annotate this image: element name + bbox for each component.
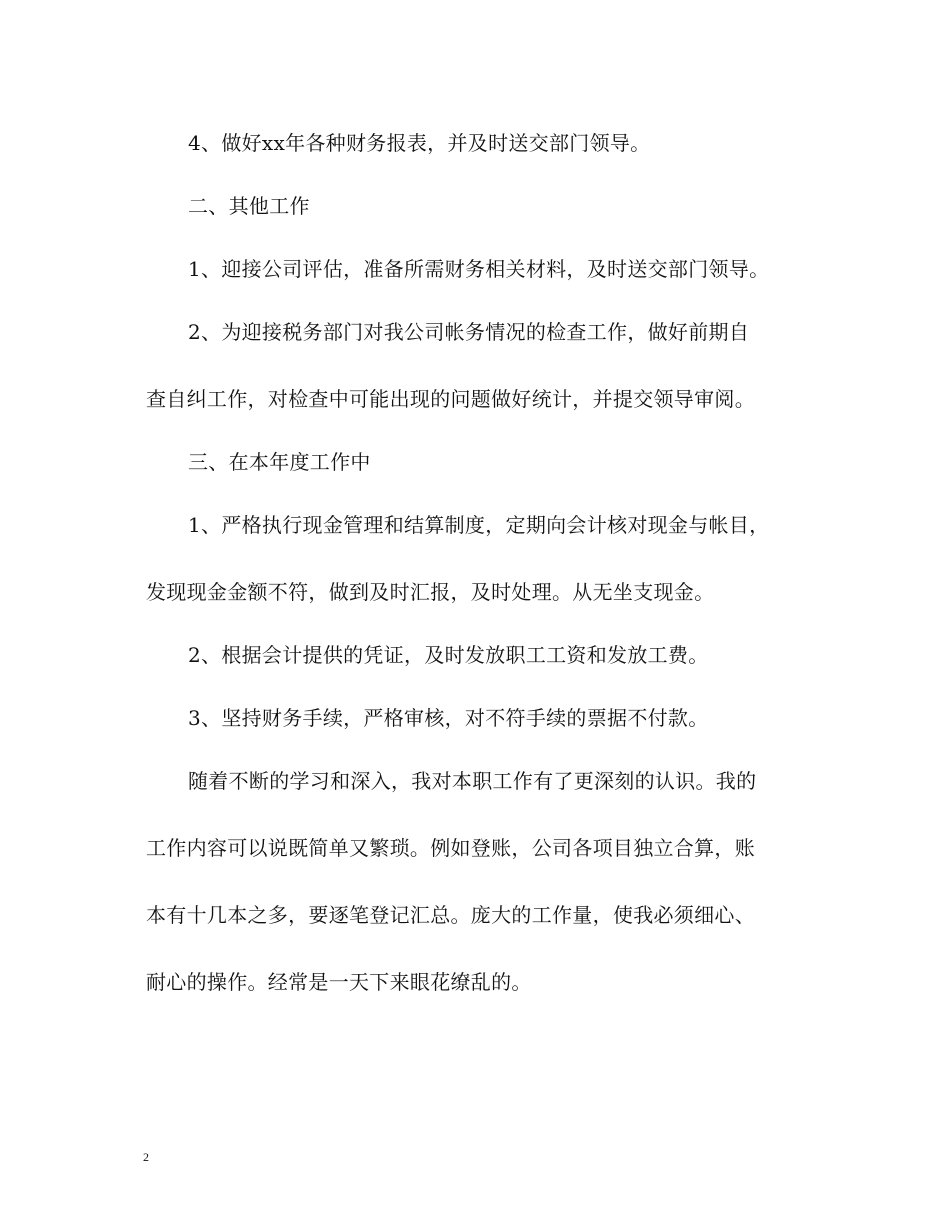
text-line-12: 工作内容可以说既简单又繁琐。例如登账，公司各项目独立合算，账: [146, 836, 755, 860]
text-line-1: 4、做好xx年各种财务报表，并及时送交部门领导。: [188, 131, 651, 155]
text-line-4: 2、为迎接税务部门对我公司帐务情况的检查工作，做好前期自: [188, 320, 750, 344]
text-line-10: 3、坚持财务手续，严格审核，对不符手续的票据不付款。: [188, 706, 709, 730]
text-line-8: 发现现金金额不符，做到及时汇报，及时处理。从无坐支现金。: [146, 580, 715, 604]
page-number: 2: [143, 1150, 149, 1164]
section-heading-other-work: 二、其他工作: [188, 194, 310, 218]
text-line-5: 查自纠工作，对检查中可能出现的问题做好统计，并提交领导审阅。: [146, 387, 755, 411]
text-line-7: 1、严格执行现金管理和结算制度，定期向会计核对现金与帐目，: [188, 513, 770, 537]
text-line-13: 本有十几本之多，要逐笔登记汇总。庞大的工作量，使我必须细心、: [146, 903, 755, 927]
text-line-14: 耐心的操作。经常是一天下来眼花缭乱的。: [146, 970, 532, 994]
section-heading-this-year: 三、在本年度工作中: [188, 450, 371, 474]
text-line-3: 1、迎接公司评估，准备所需财务相关材料，及时送交部门领导。: [188, 257, 770, 281]
text-line-9: 2、根据会计提供的凭证，及时发放职工工资和发放工费。: [188, 643, 709, 667]
text-line-11: 随着不断的学习和深入，我对本职工作有了更深刻的认识。我的: [188, 769, 757, 793]
